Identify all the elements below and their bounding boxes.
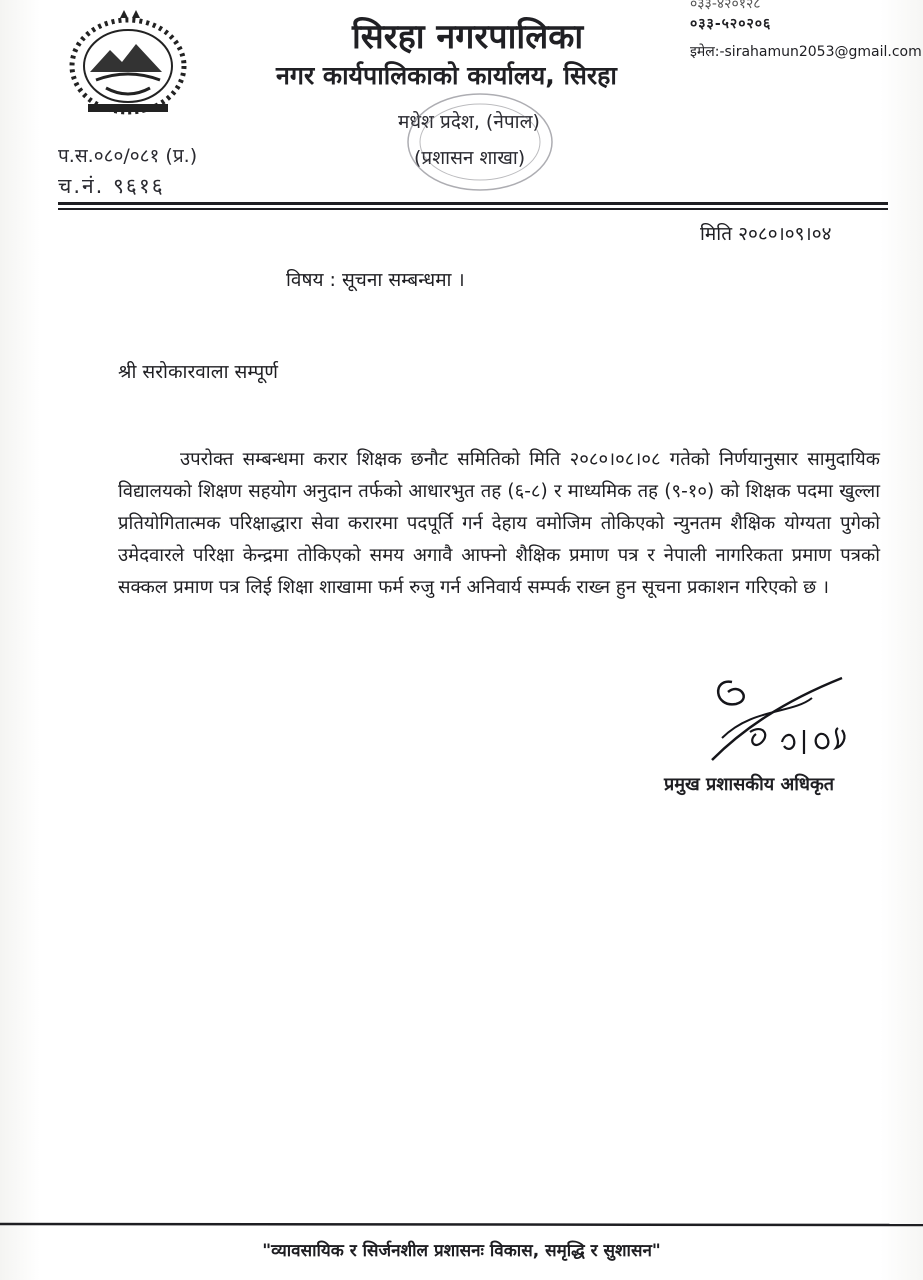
office-name: सिरहा नगरपालिका bbox=[352, 17, 584, 57]
handwritten-signature bbox=[692, 668, 872, 778]
phone-partial: ०३३-४२०१२८ bbox=[690, 0, 761, 12]
letter-subject: विषय : सूचना सम्बन्धमा । bbox=[286, 269, 465, 291]
office-stamp-icon bbox=[400, 86, 560, 196]
reference-number: प.स.०८०/०८१ (प्र.) bbox=[58, 145, 198, 167]
dispatch-number: च.नं. ९६१६ bbox=[58, 174, 165, 198]
province-line: मधेश प्रदेश, (नेपाल) bbox=[398, 111, 540, 133]
footer-divider bbox=[0, 1222, 923, 1228]
branch-line: (प्रशासन शाखा) bbox=[414, 147, 526, 169]
email-address: इमेल:-sirahamun2053@gmail.com bbox=[690, 44, 922, 60]
header-divider bbox=[58, 202, 888, 205]
nepal-emblem-icon bbox=[66, 10, 190, 118]
header-divider-thin bbox=[58, 208, 888, 210]
footer-motto: "व्यावसायिक र सिर्जनशील प्रशासनः विकास, समृद्धि र सुशासन" bbox=[262, 1241, 661, 1261]
signer-title: प्रमुख प्रशासकीय अधिकृत bbox=[664, 774, 835, 795]
letter-body: उपरोक्त सम्बन्धमा करार शिक्षक छनौट समितिको मिति २०८०।०८।०८ गतेको निर्णयानुसार सामुदायिक विद्यालयको शिक्षण सहयोग अनुदान तर्फको आधारभुत तह (६-८) र माध्यमिक तह (९-१०) को शिक्षक पदमा खुल्ला प्रतियोगितात्मक परिक्षाद्धारा सेवा करारमा पदपूर्ति गर्न देहाय वमोजिम तोकिएको न्युनतम शैक्षिक योग्यता पुगेको उमेदवारले परिक्षा केन्द्रमा तोकिएको समय अगावै आफ्नो शैक्षिक प्रमाण पत्र र नेपाली नागरिकता प्रमाण पत्रको सक्कल प्रमाण पत्र लिई शिक्षा शाखामा फर्म रुजु गर्न अनिवार्य सम्पर्क राख्न हुन सूचना प्रकाशन गरिएको छ । bbox=[118, 449, 880, 598]
letter-salutation: श्री सरोकारवाला सम्पूर्ण bbox=[118, 361, 278, 383]
office-subtitle: नगर कार्यपालिकाको कार्यालय, सिरहा bbox=[276, 61, 617, 90]
phone-number: ०३३-५२०२०६ bbox=[690, 16, 772, 32]
letter-date: मिति २०८०।०९।०४ bbox=[700, 223, 832, 245]
